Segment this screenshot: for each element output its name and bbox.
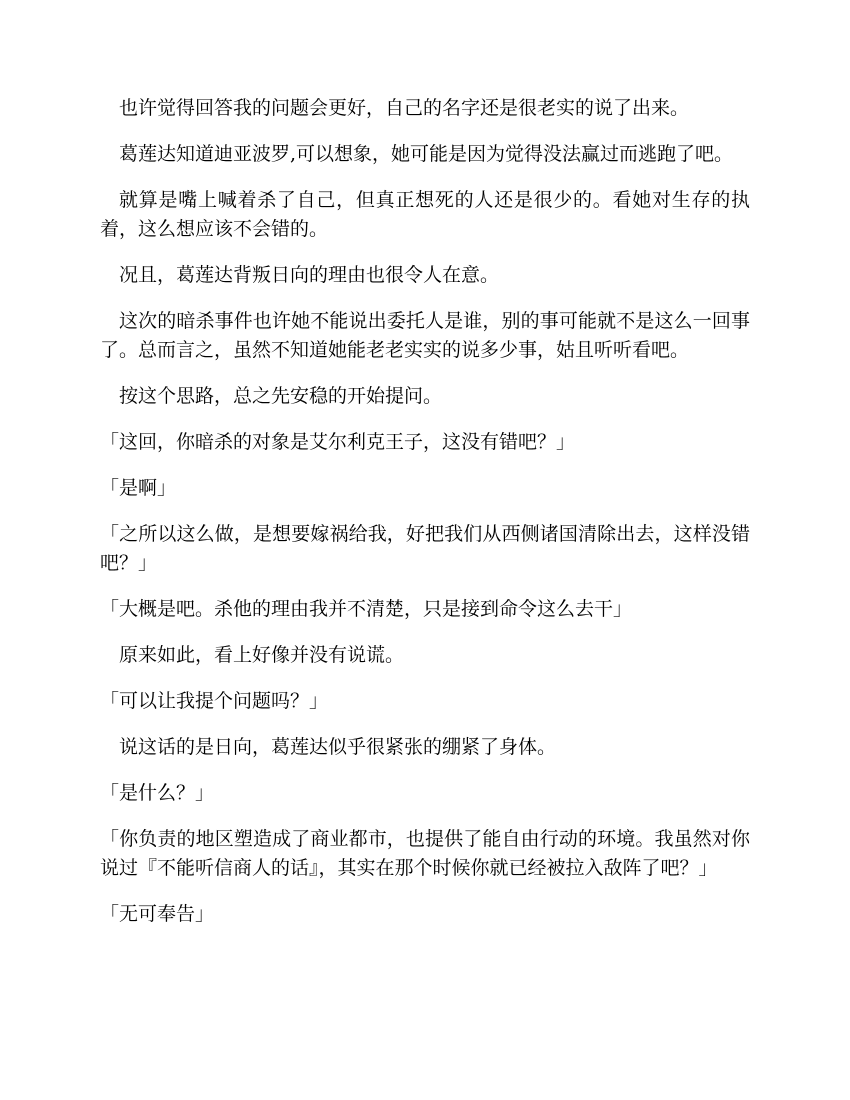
paragraph-dialogue: 「大概是吧。杀他的理由我并不清楚，只是接到命令这么去干」 (100, 598, 633, 620)
paragraph-narration: 说这话的是日向，葛莲达似乎很紧张的绷紧了身体。 (119, 736, 557, 758)
paragraph-narration: 也许觉得回答我的问题会更好，自己的名字还是很老实的说了出来。 (119, 97, 690, 119)
paragraph-narration: 况且，葛莲达背叛日向的理由也很令人在意。 (119, 264, 500, 286)
paragraph-dialogue: 「是啊」 (100, 477, 177, 499)
paragraph-dialogue: 「可以让我提个问题吗？」 (100, 690, 329, 712)
novel-text-body (100, 94, 750, 946)
paragraph-narration: 按这个思路，总之先安稳的开始提问。 (119, 385, 443, 407)
paragraph-narration: 原来如此，看上好像并没有说谎。 (119, 644, 405, 666)
paragraph-dialogue: 「是什么？」 (100, 782, 215, 804)
paragraph-narration: 就算是嘴上喊着杀了自己，但真正想死的人还是很少的。看她对生存的执着，这么想应该不会错的。 (100, 189, 750, 240)
paragraph-dialogue: 「你负责的地区塑造成了商业都市，也提供了能自由行动的环境。我虽然对你说过『不能听信商人的话』，其实在那个时候你就已经被拉入敌阵了吧？」 (100, 828, 750, 879)
paragraph-dialogue: 「无可奉告」 (100, 903, 215, 925)
paragraph-narration: 这次的暗杀事件也许她不能说出委托人是谁，别的事可能就不是这么一回事了。总而言之，虽然不知道她能老老实实的说多少事，姑且听听看吧。 (100, 310, 750, 361)
paragraph-dialogue: 「这回，你暗杀的对象是艾尔利克王子，这没有错吧？」 (100, 431, 576, 453)
paragraph-narration: 葛莲达知道迪亚波罗,可以想象，她可能是因为觉得没法赢过而逃跑了吧。 (119, 143, 734, 165)
paragraph-dialogue: 「之所以这么做，是想要嫁祸给我，好把我们从西侧诸国清除出去，这样没错吧？」 (100, 523, 750, 574)
